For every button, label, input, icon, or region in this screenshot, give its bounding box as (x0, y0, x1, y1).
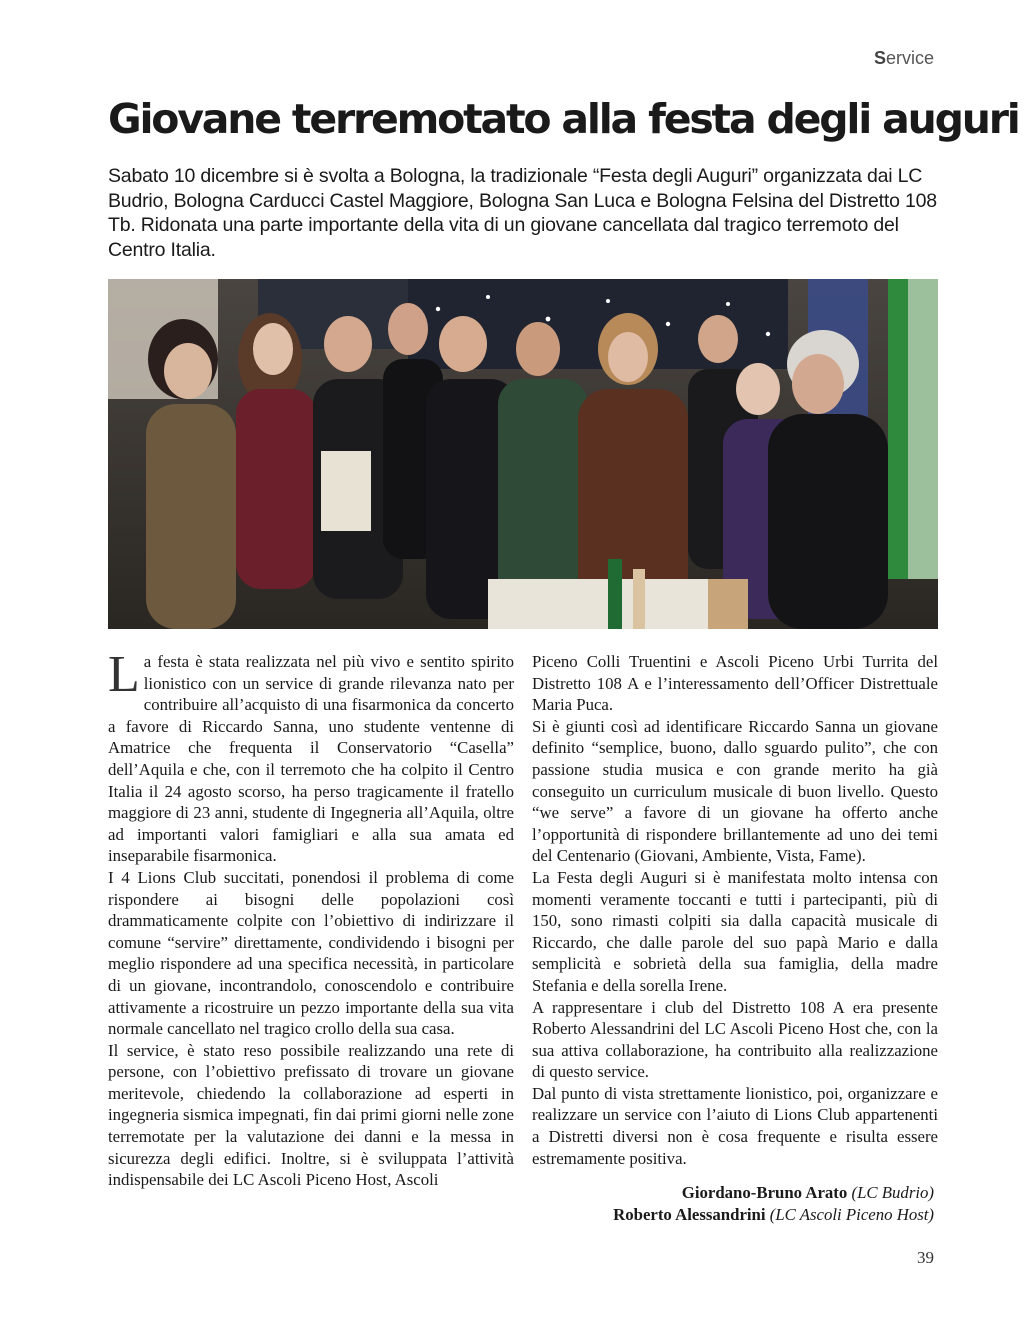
paragraph-text: a festa è stata realizzata nel più vivo e sentito spirito lionistico con un service di grande rilevanza nato per contribuire all’acquisto di una fisarmonica da concerto a favore di Riccardo Sanna, uno studente ventenne di Amatrice che frequenta il Conservatorio “Casella” dell’Aquila e che, con il terremoto che ha colpito il Centro Italia il 24 agosto scorso, ha perso tragicamente il fratello maggiore di 23 anni, studente di Ingegneria all’Aquila, oltre ad importanti valori famigliari e alla sua amata ed inseparabile fisarmonica. (108, 652, 514, 866)
author-club: (LC Ascoli Piceno Host) (769, 1205, 934, 1224)
section-tag (874, 48, 934, 69)
paragraph: I 4 Lions Club succitati, ponendosi il problema di come rispondere ai bisogni delle popolazioni così drammaticamente colpite con l’obiettivo di indirizzare il comune “servire” direttamente, condividendo i bisogni per meglio rispondere ad una specifica necessità, in particolare di un giovane, incontrandolo, conoscendolo e contribuire attivamente a ricostruire un pezzo importante della sua vita normale cancellato nel tragico crollo della sua casa. (108, 867, 514, 1039)
headline: Giovane terremotato alla festa degli auguri (108, 95, 1019, 143)
signature-line (613, 1204, 934, 1226)
group-photo (108, 279, 938, 629)
section-tag-initial: S (873, 48, 886, 68)
article-right-column (532, 651, 938, 1169)
author-name: Roberto Alessandrini (613, 1205, 766, 1224)
article-left-column (108, 646, 514, 1191)
lede: Sabato 10 dicembre si è svolta a Bologna, la tradizionale “Festa degli Auguri” organizzata dai LC Budrio, Bologna Carducci Castel Maggiore, Bologna San Luca e Bologna Felsina del Distretto 108 Tb. Ridonata una parte importante della vita di un giovane cancellata dal tragico terremoto del Centro Italia. (108, 165, 937, 261)
author-club: (LC Budrio) (851, 1183, 934, 1202)
dropcap: L (108, 646, 140, 703)
paragraph: La Festa degli Auguri si è manifestata molto intensa con momenti veramente toccanti e tutti i partecipanti, più di 150, sono rimasti colpiti sia dalla capacità musicale di Riccardo, che dalle parole del suo papà Mario e dalla semplicità e sobrietà della sua famiglia, della madre Stefania e della sorella Irene. (532, 867, 938, 995)
author-signatures (613, 1182, 934, 1226)
section-tag-rest: ervice (885, 48, 934, 68)
paragraph: A rappresentare i club del Distretto 108 A era presente Roberto Alessandrini del LC Ascoli Piceno Host che, con la sua attiva collaborazione, ha contribuito alla realizzazione di questo service. (532, 997, 938, 1082)
paragraph: Dal punto di vista strettamente lionistico, poi, organizzare e realizzare un service con l’aiuto di Lions Club appartenenti a Distretti diversi non è cosa frequente e risulta essere estremamente positiva. (532, 1083, 938, 1168)
paragraph: Si è giunti così ad identificare Riccardo Sanna un giovane definito “semplice, buono, dallo sguardo pulito”, che con passione studia musica e con grande merito ha già conseguito un curriculum musicale di buon livello. Questo “we serve” a favore di un giovane ha offerto anche l’opportunità di rispondere brillantemente ad uno dei temi del Centenario (Giovani, Ambiente, Vista, Fame). (532, 716, 938, 866)
page-number: 39 (917, 1248, 934, 1267)
signature-line (613, 1182, 934, 1204)
paragraph: Il service, è stato reso possibile realizzando una rete di persone, con l’obiettivo prefissato di trovare un giovane meritevole, chiedendo la collaborazione ad esperti in ingegneria sismica impegnati, fin dai primi giorni nelle zone terremotate per la valutazione dei danni e la messa in sicurezza degli edifici. Inoltre, si è sviluppata l’attività indispensabile dei LC Ascoli Piceno Host, Ascoli (108, 1040, 514, 1190)
paragraph (108, 646, 514, 867)
author-name: Giordano-Bruno Arato (681, 1183, 848, 1202)
paragraph: Piceno Colli Truentini e Ascoli Piceno Urbi Turrita del Distretto 108 A e l’interessamento dell’Officer Distrettuale Maria Puca. (532, 652, 938, 715)
